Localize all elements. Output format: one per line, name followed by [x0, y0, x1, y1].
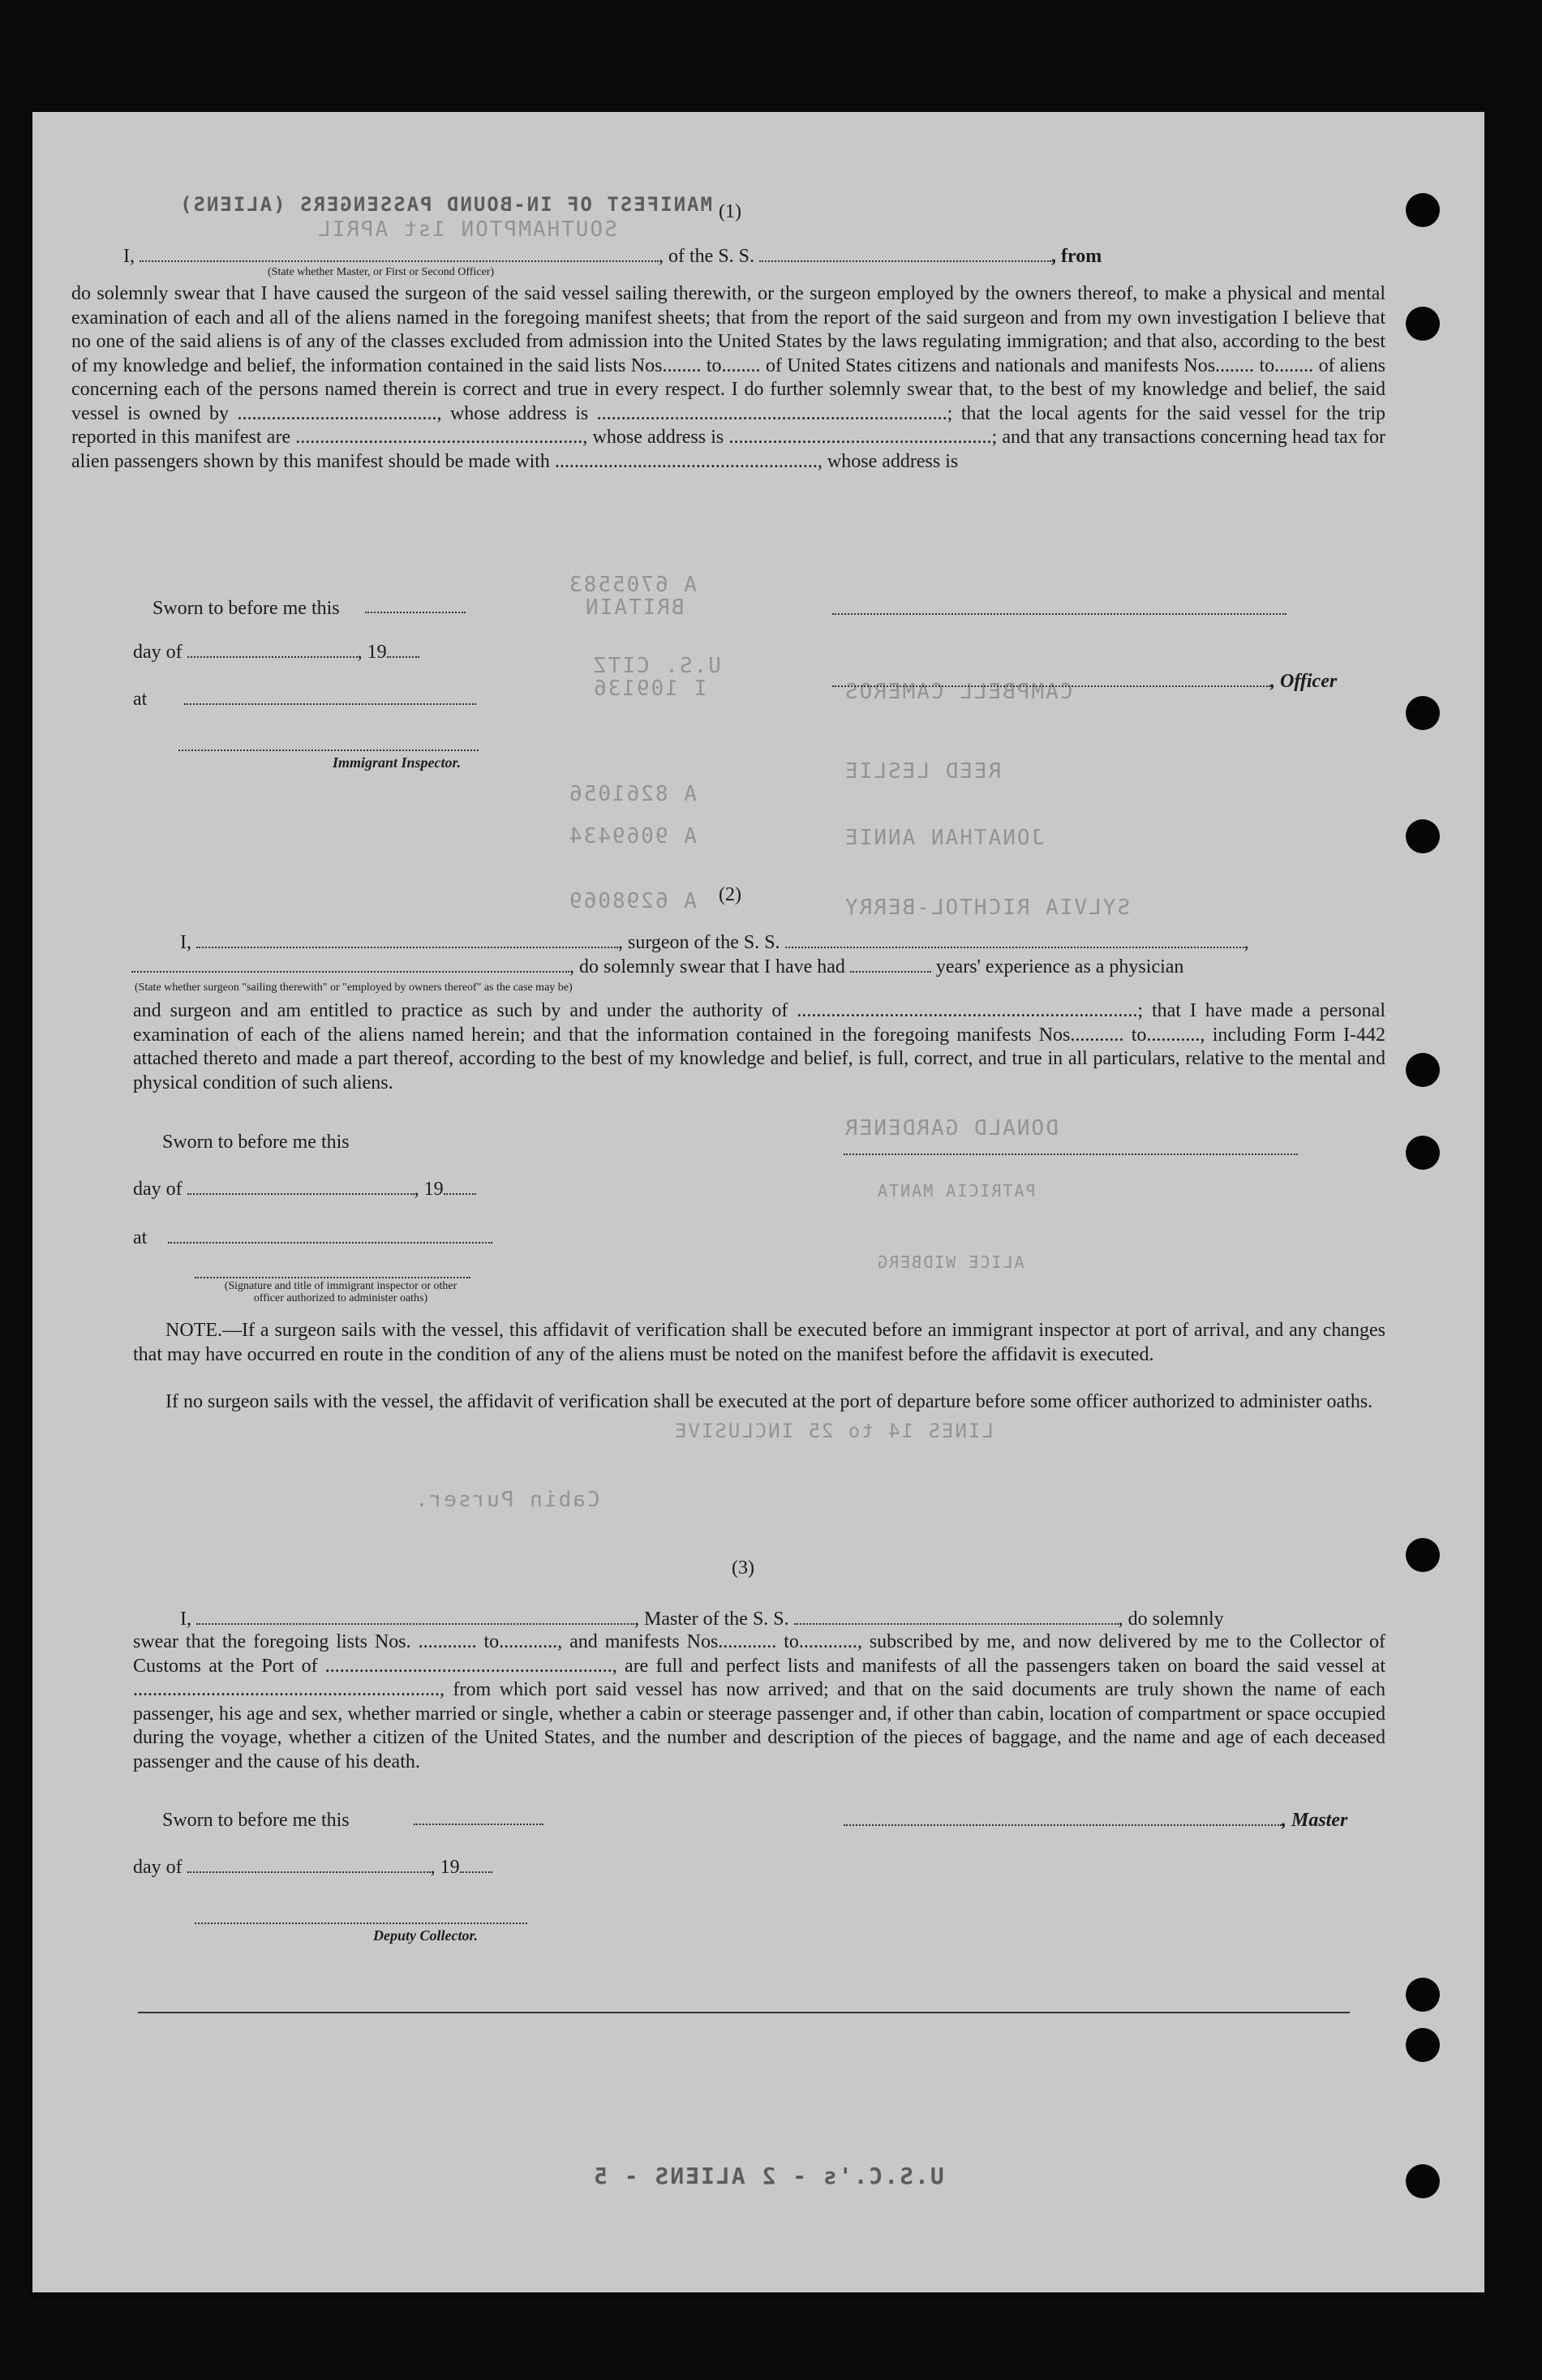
bleed-line: U.S. CITZ	[592, 654, 721, 678]
punch-hole	[1406, 2028, 1440, 2062]
officer-signature: , Officer	[832, 670, 1337, 694]
section1-line1: I, , of the S. S. , from	[123, 246, 1102, 267]
manifest-page	[32, 112, 1484, 2292]
section1-sworn: Sworn to before me this	[152, 598, 340, 619]
section3-sworn: Sworn to before me this	[162, 1810, 350, 1831]
bleed-line: I 109136	[592, 677, 707, 701]
punch-hole	[1406, 696, 1440, 730]
bleed-name: CAMPBELL CAMEROS	[844, 680, 1073, 704]
section2-note2: If no surgeon sails with the vessel, the affidavit of verification shall be executed at the port of departure before some officer authorized to administer oaths.	[165, 1391, 1373, 1412]
punch-hole	[1406, 1978, 1440, 2012]
punch-hole	[1406, 1136, 1440, 1170]
bottom-rule	[138, 2012, 1350, 2013]
section2-line1: I, , surgeon of the S. S. ,	[180, 932, 1249, 953]
bleed-header: MANIFEST OF IN-BOUND PASSENGERS (ALIENS)	[178, 193, 712, 216]
section2-oath-text: and surgeon and am entitled to practice as such by and under the authority of ......................................................................; that I have made a personal examination of each of the aliens named herein; and that the information contained in the foregoing manifests Nos........... to..........., including Form I-442 attached thereto and made a part thereof, according to the best of my knowledge and belief, is full, correct, and true in all particulars, relative to the mental and physical condition of such aliens.	[133, 1000, 1385, 1093]
bleed-name: ALICE WIDBERG	[876, 1252, 1024, 1272]
section2-note: NOTE.—If a surgeon sails with the vessel, this affidavit of verification shall be executed before an immigrant inspector at port of arrival, and any changes that may have occurred en route in the condition of any of the aliens must be noted on the manifest before the affidavit is executed.	[133, 1320, 1385, 1365]
immigrant-inspector-label: Immigrant Inspector.	[333, 754, 462, 771]
punch-hole	[1406, 1538, 1440, 1572]
punch-hole	[1406, 307, 1440, 341]
punch-hole	[1406, 1053, 1440, 1087]
signature-line	[178, 750, 479, 751]
bleed-purser: Cabin Purser.	[414, 1488, 600, 1512]
punch-hole	[1406, 819, 1440, 853]
section2-line2: , do solemnly swear that I have had years' experience as a physician	[131, 956, 1183, 979]
punch-hole	[1406, 193, 1440, 227]
punch-hole	[1406, 2164, 1440, 2198]
section3-day-of: day of , 19	[133, 1856, 492, 1880]
bleed-name: SYLVIA RICHTOL-BERRY	[844, 896, 1131, 920]
section3-line1: I, , Master of the S. S. , do solemnly	[180, 1609, 1224, 1630]
bleed-line: BRITAIN	[584, 595, 685, 620]
surgeon-caption: (State whether surgeon "sailing therewith" or "employed by owners thereof" as the case may be)	[135, 982, 573, 994]
bleed-header-port: SOUTHAMPTON 1st APRIL	[316, 217, 617, 242]
signature-line	[195, 1277, 470, 1278]
signature-caption: (Signature and title of immigrant inspector or other officer authorized to administer oaths)	[224, 1280, 457, 1304]
section2-number: (2)	[719, 884, 741, 905]
section3-master-signature: , Master	[844, 1809, 1347, 1832]
section1-oath-text: do solemnly swear that I have caused the surgeon of the said vessel sailing therewith, or the surgeon employed by the owners thereof, to make a physical and mental examination of each and all of the aliens named in the foregoing manifest sheets; that from the report of the said surgeon and from my own investigation I believe that no one of the said aliens is of any of the classes excluded from admission into the United States by the laws regulating immigration; and that also, according to the best of my knowledge and belief, the information contained in the said lists Nos........ to........ of United States citizens and nationals and manifests Nos........ to........ of aliens concerning each of the persons named therein is correct and true in every respect. I do further solemnly swear that, to the best of my knowledge and belief, the said vessel is owned by ........................................., whose address is ........................................................................; that the local agents for the said vessel for the trip reported in this manifest are ..........................................................., whose address is ......................................................; and that any transactions concerning head tax for alien passengers shown by this manifest should be made with ......................................................, whose address is	[71, 283, 1385, 472]
bleed-line: A 6705583	[568, 573, 697, 597]
section3-number: (3)	[732, 1557, 754, 1579]
bleed-name: JONATHAN ANNIE	[844, 826, 1045, 850]
section1-at: at	[133, 688, 476, 711]
section2-sworn: Sworn to before me this	[162, 1132, 350, 1153]
bleed-name: PATRICIA MANTA	[876, 1181, 1036, 1201]
bleed-name: REED LESLIE	[844, 759, 1002, 784]
section2-day-of: day of , 19	[133, 1178, 476, 1201]
signature-line	[195, 1922, 527, 1924]
bleed-line: A 9069434	[568, 824, 697, 848]
bleed-line: A 8261056	[568, 782, 697, 806]
master-caption: (State whether Master, or First or Second Officer)	[268, 266, 495, 278]
bleed-name: DONALD GARDENER	[844, 1116, 1059, 1141]
section3-oath-text: swear that the foregoing lists Nos. ............ to............, and manifests Nos............ to............, subscribed by me, and now delivered by me to the Collector of Customs at the Port of ..........................................................., are full and perfect lists and manifests of all the passengers taken on board the said vessel at ..............................................................., from which port said vessel has now arrived; and that on the said documents are truly shown the name of each passenger, his age and sex, whether married or single, whether a cabin or steerage passenger and, if other than cabin, location of compartment or space occupied during the voyage, whether a citizen of the United States, and the number and description of the pieces of baggage, and the name and age of each deceased passenger and the cause of his death.	[133, 1631, 1385, 1772]
bleed-footer: U.S.C.'s - 2 ALIENS - 5	[592, 2163, 944, 2189]
section1-day-of: day of , 19	[133, 641, 419, 664]
bleed-line: A 6298069	[568, 889, 697, 913]
deputy-collector-label: Deputy Collector.	[373, 1927, 478, 1944]
bleed-stamp: LINES 14 to 25 INCLUSIVE	[673, 1420, 994, 1442]
section2-at: at	[133, 1227, 492, 1250]
section1-number: (1)	[719, 201, 741, 222]
